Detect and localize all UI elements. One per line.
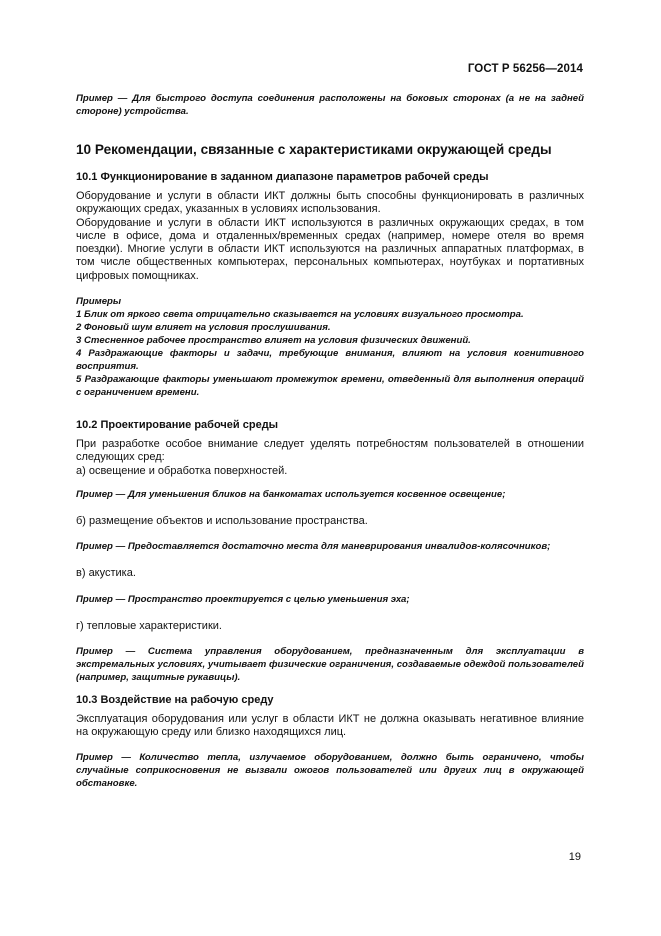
example-a: Пример — Для уменьшения бликов на банкоматах используется косвенное освещение;: [76, 488, 506, 500]
list-item-d: г) тепловые характеристики.: [76, 619, 222, 632]
example-item-3: 3 Стесненное рабочее пространство влияет на условия физических движений.: [76, 335, 471, 347]
page-content: [76, 92, 584, 790]
section-10-1-title: 10.1 Функционирование в заданном диапазоне параметров рабочей среды: [76, 171, 489, 183]
section-10-2-title: 10.2 Проектирование рабочей среды: [76, 419, 279, 432]
document-id: ГОСТ Р 56256—2014: [467, 63, 583, 75]
example-c: Пример — Пространство проектируется с целью уменьшения эха;: [76, 593, 410, 605]
example-item-2: 2 Фоновый шум влияет на условия прослушивания.: [76, 322, 331, 334]
example-b: Пример — Предоставляется достаточно места для маневрирования инвалидов-колясочников;: [76, 541, 551, 553]
section-10-1-para1: Оборудование и услуги в области ИКТ должны быть способны функционировать в различных окружающих средах, указанных в условиях использования.: [76, 190, 584, 216]
section-10-3-para: Эксплуатация оборудования или услуг в области ИКТ не должна оказывать негативное влияние на окружающую среду или близко находящихся лиц.: [76, 712, 584, 739]
example-item-1: 1 Блик от яркого света отрицательно сказывается на условиях визуального просмотра.: [76, 309, 524, 321]
page-number: 19: [568, 851, 581, 863]
example-item-4: 4 Раздражающие факторы и задачи, требующие внимания, влияют на условия когнитивного восприятия.: [76, 348, 584, 373]
list-item-a: а) освещение и обработка поверхностей.: [76, 464, 288, 477]
example-item-5: 5 Раздражающие факторы уменьшают промежуток времени, отведенный для выполнения операций с ограничением времени.: [76, 374, 584, 399]
section-10-title: 10 Рекомендации, связанные с характеристиками окружающей среды: [76, 142, 552, 157]
example-10-3: Пример — Количество тепла, излучаемое оборудованием, должно быть ограничено, чтобы случайные соприкосновения не вызвали ожогов пользователей или других лиц в окружающей обстановке.: [76, 752, 584, 790]
examples-title: Примеры: [76, 296, 122, 308]
section-10-1-para2: Оборудование и услуги в области ИКТ используются в различных окружающих средах, в том числе в офисе, дома и отдаленных/временных средах (например, номере отеля во время поездки). Многие услуги в области ИКТ используются на различных аппаратных платформах, в том числе общественных компьютерах, персональных компьютерах, ноутбуках и портативных цифровых помощниках.: [76, 216, 584, 282]
example-d: Пример — Система управления оборудованием, предназначенным для эксплуатации в экстремальных условиях, учитывает физические ограничения, создаваемые одеждой пользователей (например, защитные рукавицы).: [76, 645, 584, 683]
example-top: Пример — Для быстрого доступа соединения расположены на боковых сторонах (а не на задней стороне) устройства.: [76, 93, 584, 117]
section-10-3-title: 10.3 Воздействие на рабочую среду: [76, 693, 274, 706]
list-item-b: б) размещение объектов и использование пространства.: [76, 514, 368, 527]
section-10-2-intro: При разработке особое внимание следует уделять потребностям пользователей в отношении следующих сред:: [76, 438, 584, 464]
list-item-c: в) акустика.: [76, 567, 136, 580]
